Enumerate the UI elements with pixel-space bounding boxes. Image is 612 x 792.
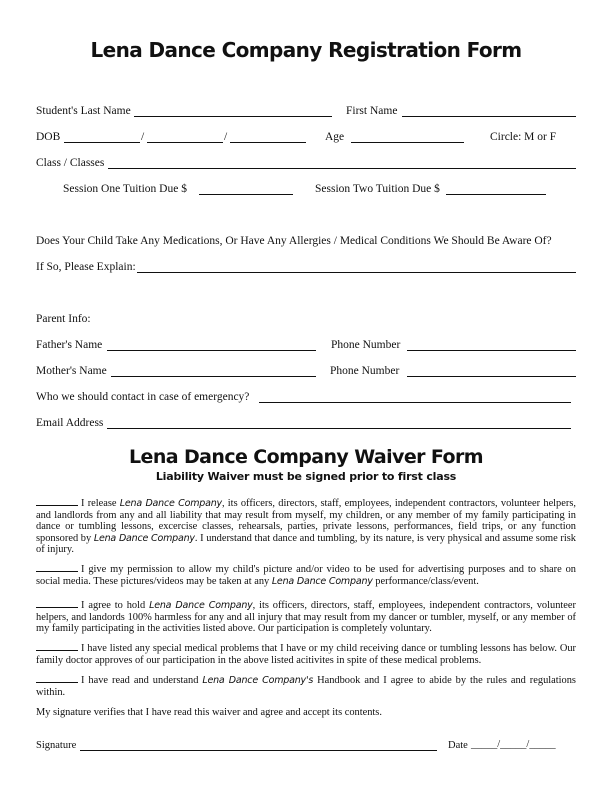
waiver-paragraph-medical xyxy=(36,641,576,666)
harmless-text-b: its officers, directors, staff, employees, independent contractors, volunteer helpers, and landords 100% harmless for any and all injury that may result from my dancer or tumbler, myself, or any member of my family participating in the activities listed above. Our participation is completely voluntary. xyxy=(36,600,576,634)
session-two-tuition-field[interactable] xyxy=(446,194,546,195)
classes-label: Class / Classes xyxy=(36,157,105,169)
first-name-field[interactable] xyxy=(402,116,576,117)
dob-separator: / xyxy=(224,131,228,143)
mother-phone-label: Phone Number xyxy=(330,365,400,377)
company-name: Lena Dance Company xyxy=(271,575,373,587)
email-field[interactable] xyxy=(107,428,571,429)
circle-gender-label[interactable]: Circle: M or F xyxy=(490,131,557,143)
waiver-paragraph-handbook xyxy=(36,673,576,698)
waiver-paragraph-harmless: I agree to hold Lena Dance Company, its officers, directors, staff, employees, independent contractors, volunteer helpers, and landords 100% harmless for any and all injury that may result from my dancer or tumbler, myself, or any member of my family participating in the activities listed above. Our participation is completely voluntary. xyxy=(36,600,576,634)
dob-day-field[interactable] xyxy=(147,142,223,143)
father-name-field[interactable] xyxy=(107,350,316,351)
handbook-text-b: Handbook and I agree to abide by the rules and regulations within. xyxy=(36,675,576,698)
last-name-label: Student's Last Name xyxy=(36,105,131,117)
waiver-paragraph-release: I release Lena Dance Company, its officers, directors, staff, employees, independent contractors, volunteer helpers, and landlords from any and all liability that may result from myself, my children, or any member of my family participating in dance or tumbling lessons, excercise classes, rehearsals, parties, private lessons, performances, field trips, or any function sponsored by Lena Dance Company. I understand that dance and tumbling, by its nature, is very physical and assume some risk of injury. xyxy=(36,498,576,555)
session-two-tuition-label: Session Two Tuition Due $ xyxy=(315,183,440,195)
release-text-a: I release xyxy=(81,498,117,509)
release-text-b: its officers, directors, staff, employees, independent contractors, volunteer helpers, and landlords from any and all liability that may result from myself, my children, or any member of my family participating in dance or tumbling lessons, excercise classes, rehearsals, parties, private lessons, performances, field trips, or any function sponsored by xyxy=(36,498,576,544)
last-name-field[interactable] xyxy=(134,116,332,117)
medications-question: Does Your Child Take Any Medications, Or Have Any Allergies / Medical Conditions We Should Be Aware Of? xyxy=(36,235,552,247)
mother-name-label: Mother's Name xyxy=(36,365,107,377)
company-name: Lena Dance Company xyxy=(119,498,222,509)
father-phone-field[interactable] xyxy=(407,350,576,351)
date-field[interactable]: _____/_____/_____ xyxy=(471,739,556,750)
first-name-label: First Name xyxy=(346,105,398,117)
dob-separator: / xyxy=(141,131,145,143)
initials-blank[interactable] xyxy=(36,673,78,683)
emergency-contact-label: Who we should contact in case of emergency? xyxy=(36,391,250,403)
parent-info-heading: Parent Info: xyxy=(36,313,91,325)
classes-field[interactable] xyxy=(108,168,576,169)
waiver-paragraph-media xyxy=(36,562,576,587)
company-name: Lena Dance Company xyxy=(149,600,253,611)
initials-blank[interactable] xyxy=(36,641,78,651)
company-name: Lena Dance Company xyxy=(93,532,195,544)
company-name: Lena Dance Company's xyxy=(202,675,314,686)
initials-blank[interactable] xyxy=(36,562,78,572)
mother-name-field[interactable] xyxy=(111,376,316,377)
form-title: Lena Dance Company Registration Form xyxy=(90,38,522,62)
session-one-tuition-field[interactable] xyxy=(199,194,293,195)
email-label: Email Address xyxy=(36,417,104,429)
media-text-b: performance/class/event. xyxy=(375,575,479,587)
initials-blank[interactable] xyxy=(36,598,78,608)
session-one-tuition-label: Session One Tuition Due $ xyxy=(63,183,187,195)
release-text-c: I understand that dance and tumbling, by its nature, is very physical and assume some risk of injury. xyxy=(36,532,576,555)
explain-field[interactable] xyxy=(137,272,576,273)
media-text-a: I give my permission to allow my child's picture and/or video to be used for advertising purposes and to share on social media. These pictures/videos may be taken at any xyxy=(36,564,576,587)
father-phone-label: Phone Number xyxy=(331,339,401,351)
medical-text: I have listed any special medical problems that I have or my child receiving dance or tumbling lessons has below. Our family doctor approves of our participation in the above listed acitivites in spite of these medical problems. xyxy=(36,643,576,666)
initials-blank[interactable] xyxy=(36,496,78,506)
explain-label: If So, Please Explain: xyxy=(36,261,136,273)
waiver-title: Lena Dance Company Waiver Form xyxy=(129,446,483,468)
signature-label: Signature xyxy=(36,740,77,751)
handbook-text-a: I have read and understand xyxy=(81,675,199,686)
mother-phone-field[interactable] xyxy=(407,376,576,377)
signature-field[interactable] xyxy=(80,750,437,751)
dob-label: DOB xyxy=(36,131,61,143)
emergency-contact-field[interactable] xyxy=(259,402,571,403)
age-field[interactable] xyxy=(351,142,464,143)
harmless-text-a: I agree to hold xyxy=(81,600,146,611)
waiver-subtitle: Liability Waiver must be signed prior to first class xyxy=(155,470,457,483)
father-name-label: Father's Name xyxy=(36,339,103,351)
waiver-verify-text: My signature verifies that I have read this waiver and agree and accept its contents. xyxy=(36,707,382,718)
age-label: Age xyxy=(325,131,345,143)
dob-month-field[interactable] xyxy=(64,142,140,143)
dob-year-field[interactable] xyxy=(230,142,306,143)
date-label: Date xyxy=(448,740,468,751)
